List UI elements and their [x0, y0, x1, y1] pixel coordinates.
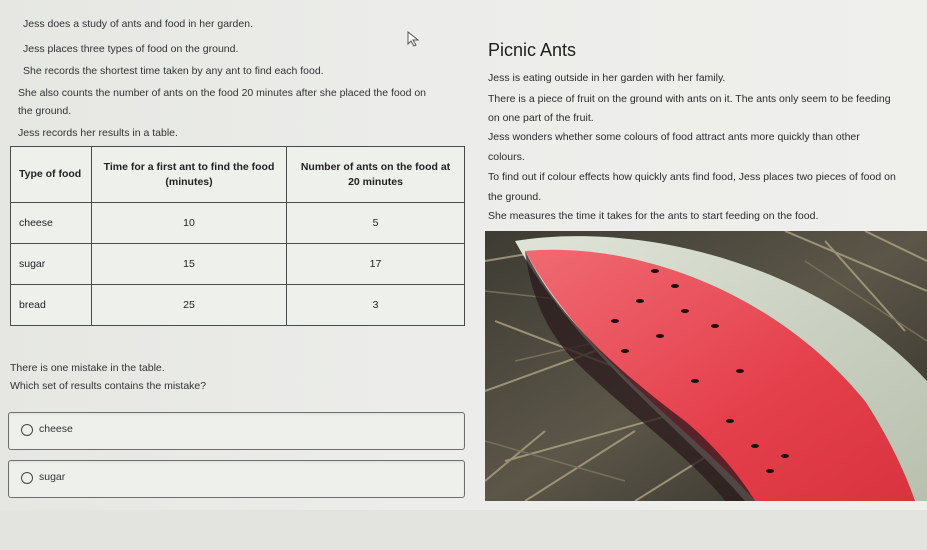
mistake-note: There is one mistake in the table.: [10, 362, 165, 374]
passage-text: Jess is eating outside in her garden with her family.: [488, 72, 726, 84]
intro-text: She also counts the number of ants on the food 20 minutes after she placed the food on: [18, 87, 427, 99]
column-header: Time for a first ant to find the food (minutes): [92, 147, 287, 203]
table-cell: 5: [287, 203, 465, 244]
table-cell: 3: [287, 285, 465, 326]
answer-option-sugar[interactable]: [8, 460, 465, 498]
table-cell: bread: [11, 285, 92, 326]
table-row: [11, 203, 465, 244]
table-row: [11, 285, 465, 326]
passage-text: on one part of the fruit.: [488, 112, 594, 124]
passage-text: To find out if colour effects how quickly ants find food, Jess places two pieces of food on: [488, 171, 896, 183]
watermelon-ants-photo: [485, 231, 927, 501]
column-header: Number of ants on the food at 20 minutes: [287, 147, 465, 203]
radio-button[interactable]: [21, 424, 33, 436]
radio-button[interactable]: [21, 472, 33, 484]
passage-text: Jess wonders whether some colours of food attract ants more quickly than other: [488, 131, 860, 143]
table-cell: sugar: [11, 244, 92, 285]
intro-text: Jess does a study of ants and food in her garden.: [23, 18, 253, 30]
column-header: Type of food: [11, 147, 92, 203]
passage-text: There is a piece of fruit on the ground with ants on it. The ants only seem to be feeding: [488, 93, 891, 105]
intro-text: Jess places three types of food on the ground.: [23, 43, 239, 55]
table-cell: 25: [92, 285, 287, 326]
question-text: Which set of results contains the mistake?: [10, 380, 207, 392]
table-row: [11, 244, 465, 285]
answer-option-cheese[interactable]: [8, 412, 465, 450]
option-label: cheese: [39, 423, 73, 435]
intro-text: Jess records her results in a table.: [18, 127, 178, 139]
intro-text: the ground.: [18, 105, 72, 117]
passage-title: Picnic Ants: [488, 40, 577, 60]
mouse-pointer-icon: [407, 31, 421, 47]
table-cell: cheese: [11, 203, 92, 244]
results-table: [10, 146, 465, 326]
passage-text: She measures the time it takes for the ants to start feeding on the food.: [488, 210, 819, 222]
intro-text: She records the shortest time taken by any ant to find each food.: [23, 65, 324, 77]
table-cell: 17: [287, 244, 465, 285]
table-cell: 10: [92, 203, 287, 244]
option-label: sugar: [39, 471, 66, 483]
table-header-row: [11, 147, 465, 203]
watermelon-ants-image: [485, 231, 927, 501]
passage-text: colours.: [488, 151, 525, 163]
bottom-margin: [0, 510, 927, 550]
table-cell: 15: [92, 244, 287, 285]
passage-text: the ground.: [488, 191, 542, 203]
